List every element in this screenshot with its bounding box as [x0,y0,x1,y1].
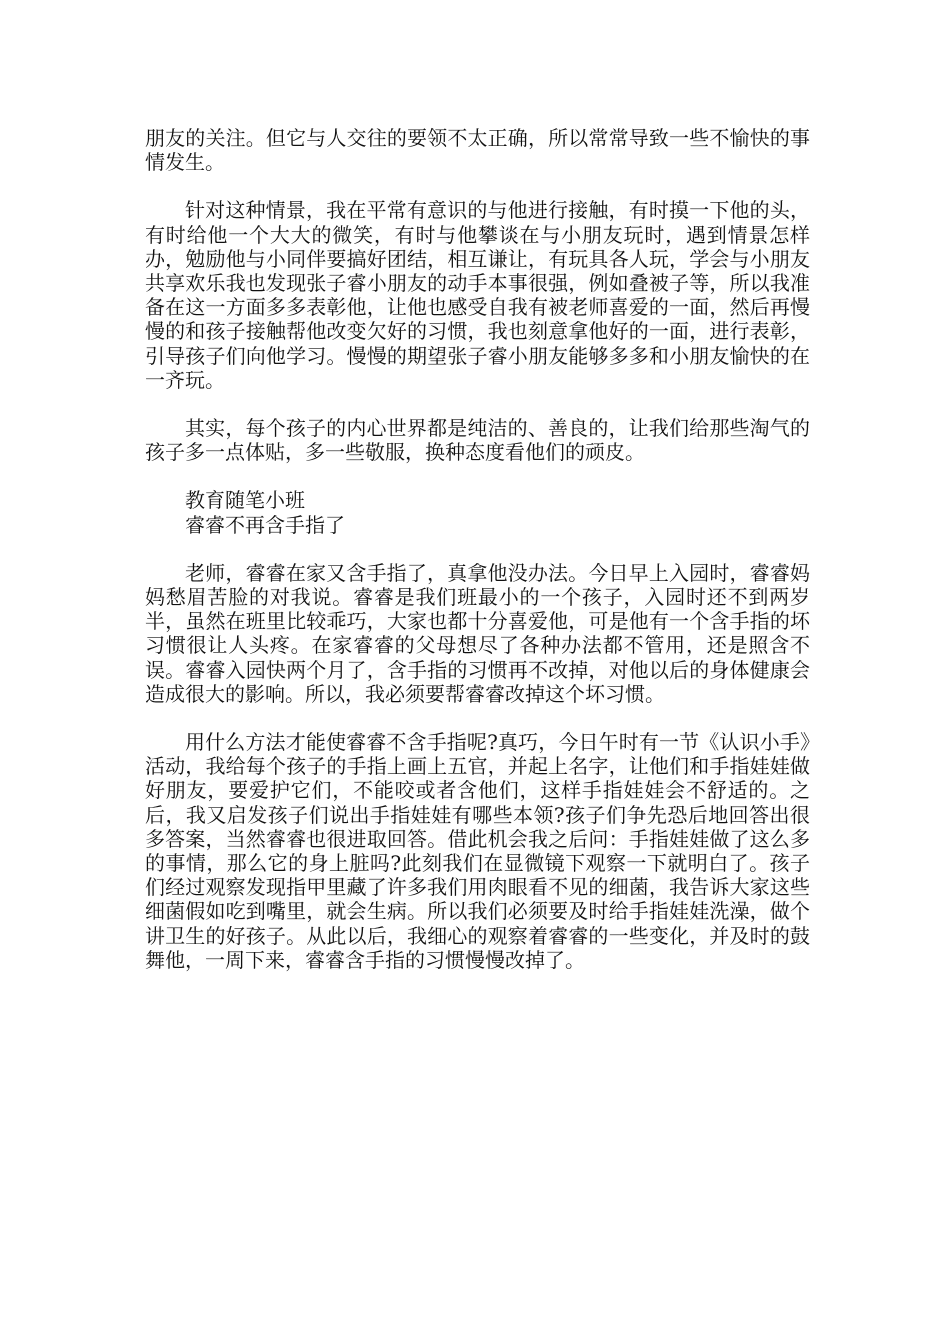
section-heading [145,488,810,536]
paragraph-approach: 针对这种情景，我在平常有意识的与他进行接触，有时摸一下他的头，有时给他一个大大的微笑，有时与他攀谈在与小朋友玩时，遇到情景怎样办，勉励他与小同伴要搞好团结，相互谦让，有玩具各人玩，学会与小朋友共享欢乐我也发现张子睿小朋友的动手本事很强，例如叠被子等，所以我准备在这一方面多多表彰他，让他也感受自我有被老师喜爱的一面，然后再慢慢的和孩子接触帮他改变欠好的习惯，我也刻意拿他好的一面，进行表彰，引导孩子们向他学习。慢慢的期望张子睿小朋友能够多多和小朋友愉快的在一齐玩。 [145,198,810,392]
article-title: 睿睿不再含手指了 [185,512,345,537]
paragraph-story-method: 用什么方法才能使睿睿不含手指呢?真巧，今日午时有一节《认识小手》活动，我给每个孩子的手指上画上五官，并起上名字，让他们和手指娃娃做好朋友，要爱护它们，不能咬或者含他们，这样手指娃娃会不舒适的。之后，我又启发孩子们说出手指娃娃有哪些本领?孩子们争先恐后地回答出很多答案，当然睿睿也很进取回答。借此机会我之后问：手指娃娃做了这么多的事情，那么它的身上脏吗?此刻我们在显微镜下观察一下就明白了。孩子们经过观察发现指甲里藏了许多我们用肉眼看不见的细菌，我告诉大家这些细菌假如吃到嘴里，就会生病。所以我们必须要及时给手指娃娃洗澡，做个讲卫生的好孩子。从此以后，我细心的观察着睿睿的一些变化，并及时的鼓舞他，一周下来，睿睿含手指的习惯慢慢改掉了。 [145,730,810,972]
document-page [145,126,810,996]
paragraph-story-intro: 老师，睿睿在家又含手指了，真拿他没办法。今日早上入园时，睿睿妈妈愁眉苦脸的对我说。睿睿是我们班最小的一个孩子，入园时还不到两岁半，虽然在班里比较乖巧，大家也都十分喜爱他，可是他有一个含手指的坏习惯很让人头疼。在家睿睿的父母想尽了各种办法都不管用，还是照含不误。睿睿入园快两个月了，含手指的习惯再不改掉，对他以后的身体健康会造成很大的影响。所以，我必须要帮睿睿改掉这个坏习惯。 [145,560,810,706]
section-title: 教育随笔小班 [185,488,305,513]
paragraph-continuation: 朋友的关注。但它与人交往的要领不太正确，所以常常导致一些不愉快的事情发生。 [145,126,810,175]
paragraph-conclusion: 其实，每个孩子的内心世界都是纯洁的、善良的，让我们给那些淘气的孩子多一点体贴，多一些敬服，换种态度看他们的顽皮。 [145,416,810,465]
